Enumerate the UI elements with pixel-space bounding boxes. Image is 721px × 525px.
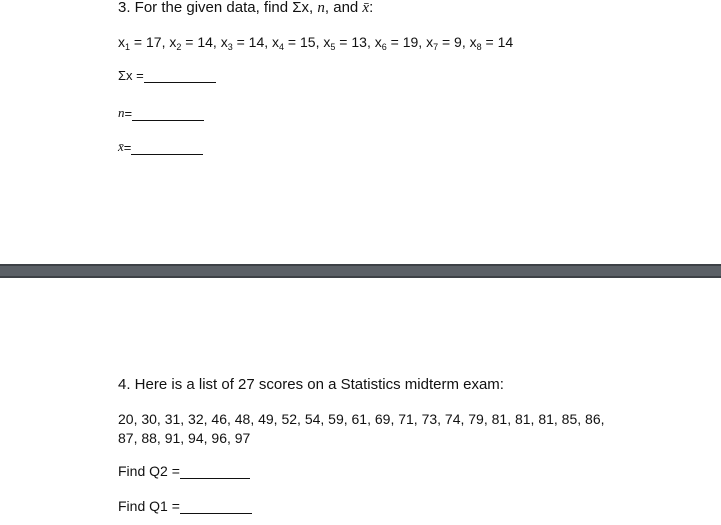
x-subscript: 6 (381, 42, 387, 52)
q3-sum-row (118, 68, 216, 83)
q1-answer-blank[interactable] (180, 499, 252, 514)
x-value: 14 (497, 34, 514, 50)
x-value-item: $x_7 = 9$ (426, 34, 462, 52)
q3-xbar-row (118, 139, 203, 155)
q3-title (118, 0, 373, 17)
x-value-item: $x_1 = 17$ (118, 34, 162, 52)
x-label: x (118, 34, 125, 50)
x-label: x (469, 34, 477, 50)
q4-scores-line-1: 20, 30, 31, 32, 46, 48, 49, 52, 54, 59, 61, 69, 71, 73, 74, 79, 81, 81, 81, 85, 86, (118, 411, 605, 427)
x-subscript: 7 (433, 42, 439, 52)
q4-scores-line-2: 87, 88, 91, 94, 96, 97 (118, 430, 251, 446)
q1-label: Find Q1 = (118, 498, 180, 514)
xbar-eq: = (123, 140, 132, 155)
xbar-answer-blank[interactable] (131, 140, 203, 155)
x-value: 19 (402, 34, 419, 50)
xbar-label: x̄ (118, 139, 124, 154)
q4-q1-row (118, 498, 252, 514)
q3-title-suffix: : (369, 0, 374, 16)
q2-answer-blank[interactable] (180, 464, 250, 479)
n-eq: = (124, 106, 133, 121)
x-subscript: 3 (227, 42, 233, 52)
q3-title-xbar: x̄ (362, 0, 370, 16)
x-value-item: $x_3 = 14$ (220, 34, 265, 52)
q3-data-line: $x_1 = 17$, $x_2 = 14$, $x_3 = 14$, $x_4 = 15$, $x_5 = 13$, $x_6 = 19$, $x_7 = 9$, $x_8 = 14$ (118, 34, 514, 52)
q4-q2-row (118, 463, 250, 479)
q3-n-row (118, 105, 204, 121)
x-value: 9 (454, 34, 462, 50)
q2-label: Find Q2 = (118, 463, 180, 479)
x-value: 14 (248, 34, 265, 50)
x-value-item: $x_2 = 14$ (169, 34, 213, 52)
x-subscript: 4 (279, 42, 285, 52)
q3-title-n: n (317, 0, 325, 16)
x-subscript: 8 (476, 42, 482, 52)
n-label: n (118, 105, 125, 120)
x-subscript: 2 (176, 42, 182, 52)
x-value: 15 (300, 34, 316, 50)
page-divider (0, 264, 721, 278)
x-label: x (374, 34, 382, 50)
n-answer-blank[interactable] (132, 106, 204, 121)
x-value: 13 (351, 34, 367, 50)
x-label: x (169, 34, 177, 50)
x-subscript: 1 (125, 42, 131, 52)
x-value-item: $x_6 = 19$ (374, 34, 419, 52)
x-value: 14 (197, 34, 213, 50)
q3-title-mid: , and (324, 0, 363, 16)
x-value-item: $x_5 = 13$ (323, 34, 367, 52)
x-label: x (323, 34, 331, 50)
sum-label: Σx = (118, 68, 144, 83)
q4-title: 4. Here is a list of 27 scores on a Statistics midterm exam: (118, 376, 504, 393)
x-subscript: 5 (330, 42, 336, 52)
x-value: 17 (145, 34, 162, 50)
x-value-item: $x_8 = 14$ (469, 34, 514, 52)
sum-answer-blank[interactable] (144, 68, 216, 83)
x-label: x (272, 34, 280, 50)
x-label: x (220, 34, 228, 50)
x-value-item: $x_4 = 15$ (272, 34, 316, 52)
x-label: x (426, 34, 434, 50)
q3-title-prefix: 3. For the given data, find Σx, (118, 0, 318, 16)
